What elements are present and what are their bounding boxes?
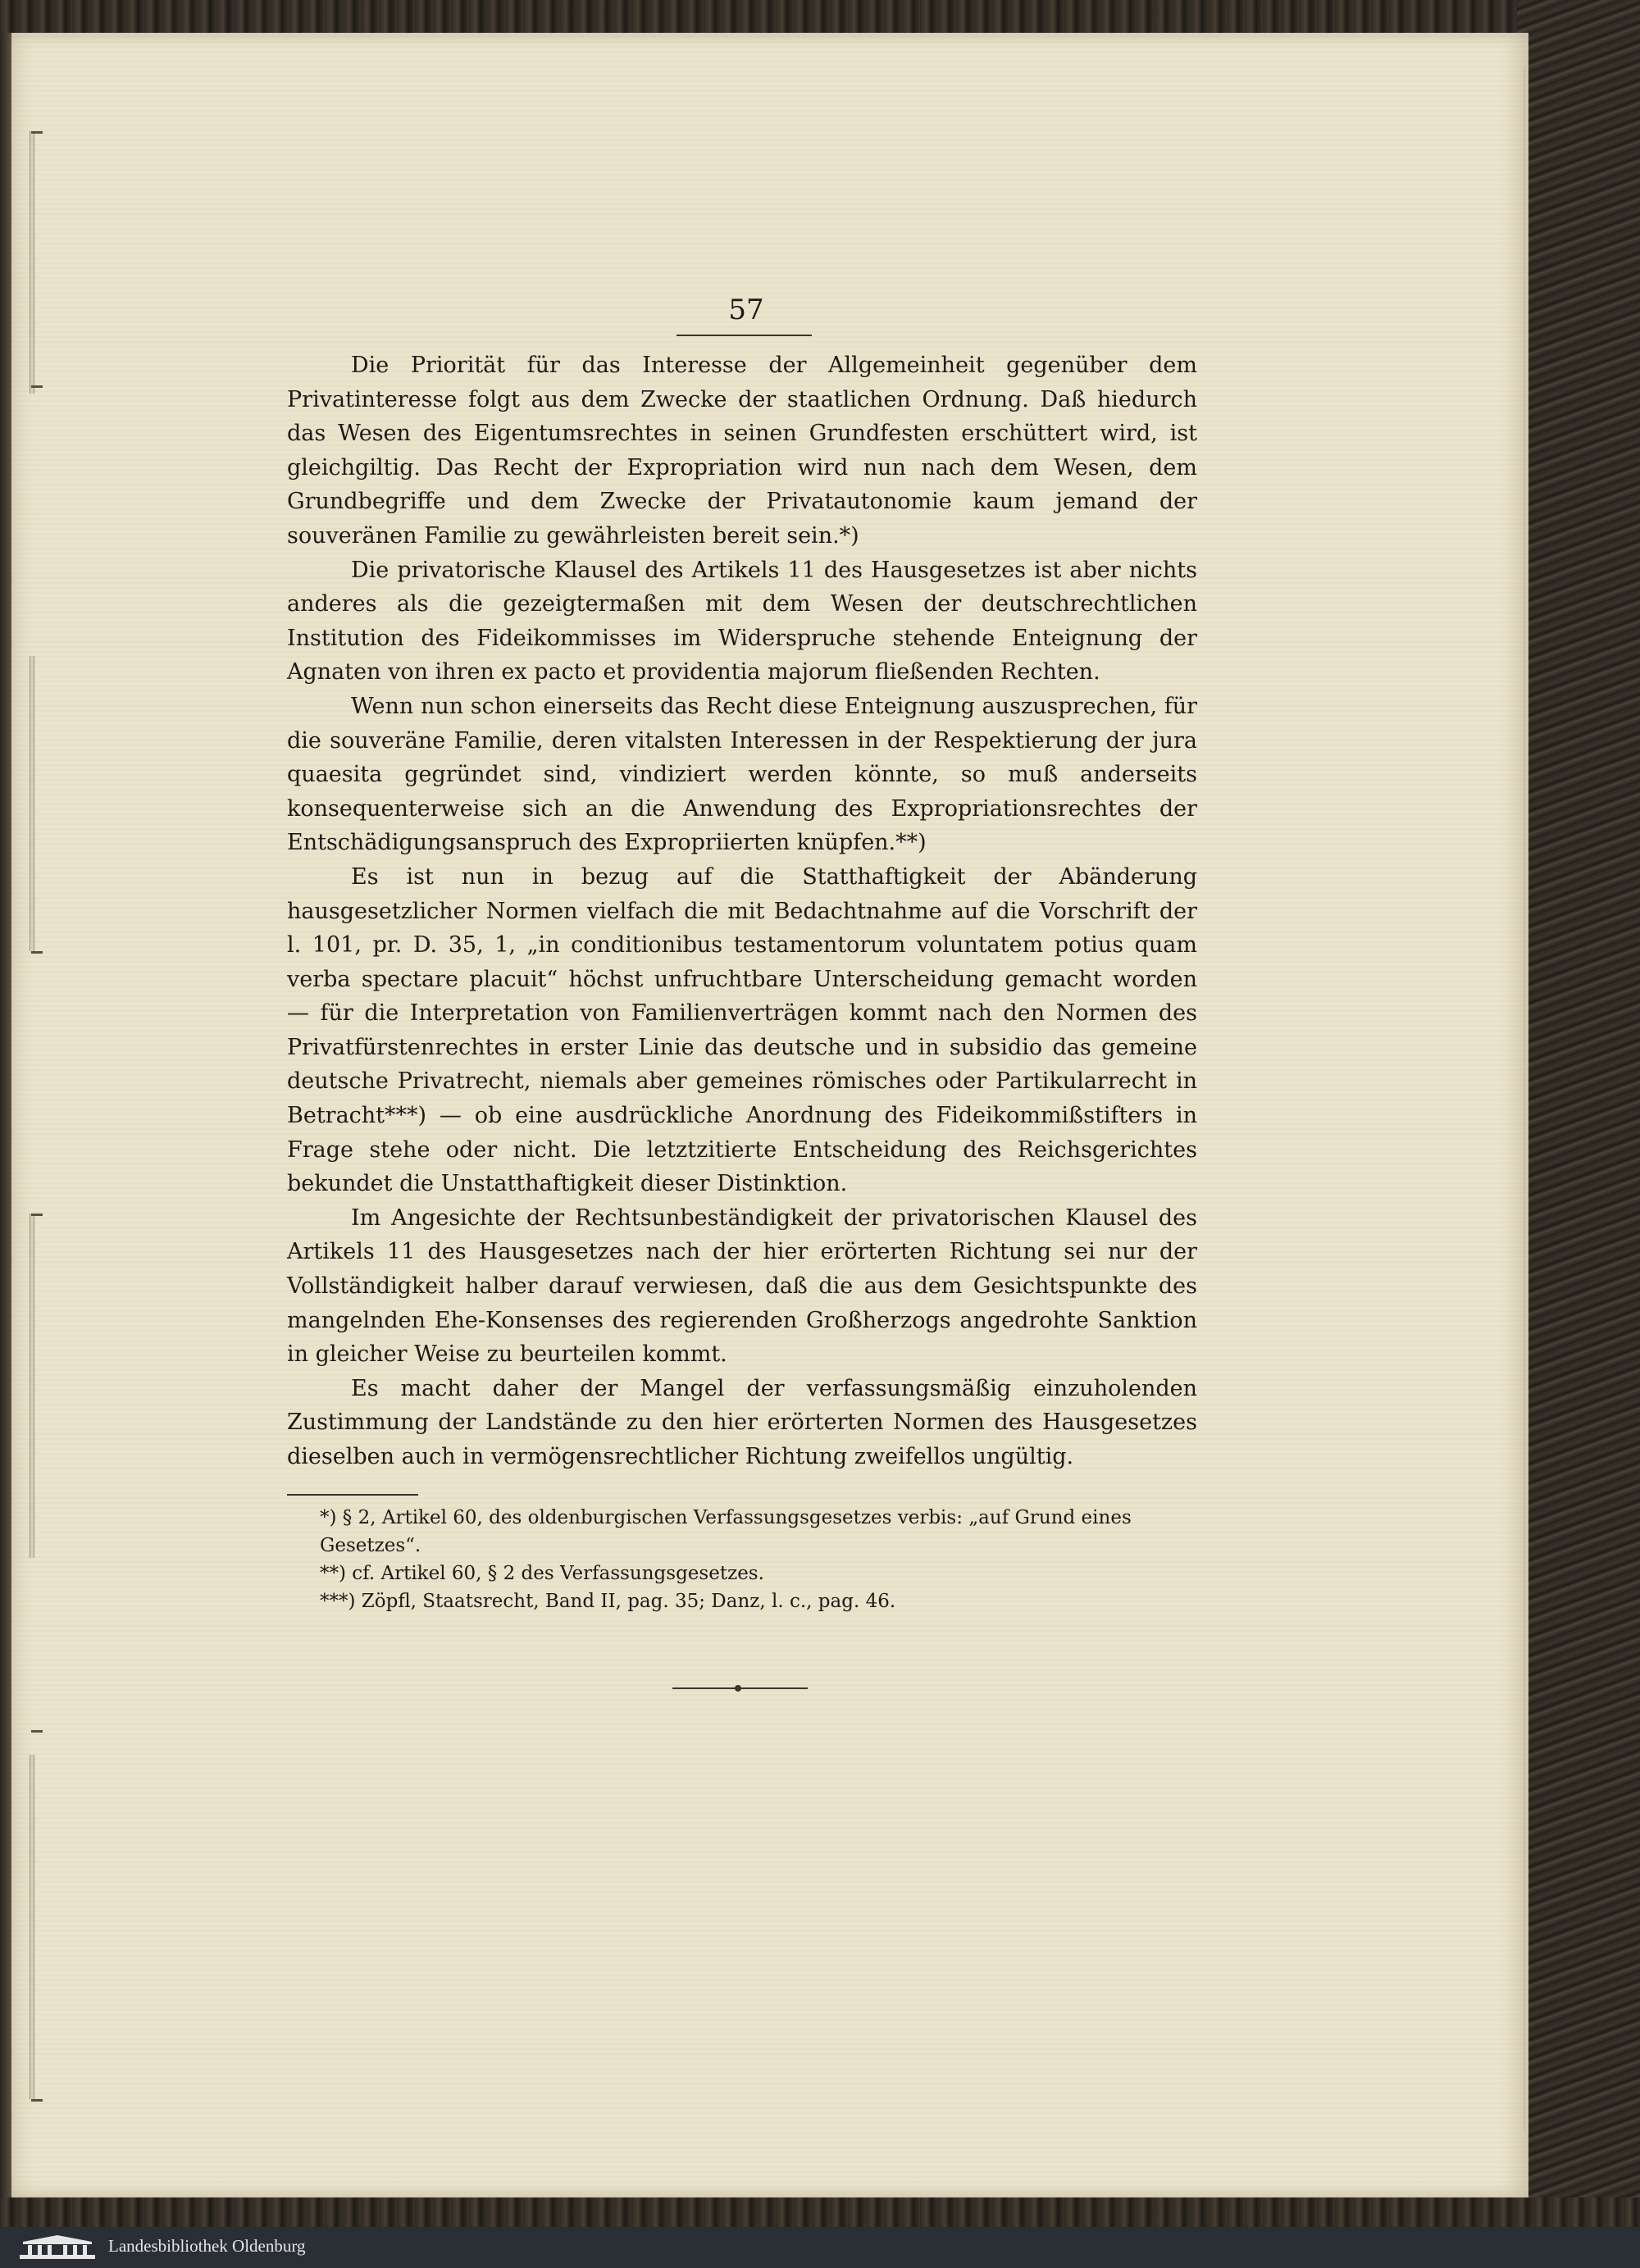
binding-tick (31, 1730, 43, 1733)
book-cover-right (1517, 0, 1640, 2268)
binding-tick (31, 131, 43, 134)
binding-edge (0, 33, 11, 2197)
paragraph: Die privatorische Klausel des Artikels 11 des Hausgesetzes ist aber nichts anderes als die gezeigtermaßen mit dem Wesen der deutschrechtlichen Institution des Fideikommisses im Widerspruche stehende Enteignung der Agnaten von ihren ex pacto et providentia majorum fließenden Rechten. (287, 557, 1197, 685)
paragraph: Die Priorität für das Interesse der Allgemeinheit gegenüber dem Privatinteresse folgt aus dem Zwecke der staatlichen Ordnung. Daß hiedurch das Wesen des Eigentumsrechtes in seinen Grundfesten erschüttert wird, ist gleichgiltig. Das Recht der Expropriation wird nun nach dem Wesen, dem Grundbegriffe und dem Zwecke der Privatautonomie kaum jemand der souveränen Familie zu gewährleisten bereit sein.*) (287, 353, 1197, 549)
footnote: ***) Zöpfl, Staatsrecht, Band II, pag. 35; Danz, l. c., pag. 46. (320, 1591, 896, 1612)
binding-stitch (30, 131, 34, 394)
page-edge (1524, 66, 1525, 2132)
binding-stitch (30, 1214, 34, 1558)
paragraph: Es ist nun in bezug auf die Statthaftigkeit der Abänderung hausgesetzlicher Normen vielfach die mit Bedachtnahme auf die Vorschrift der l. 101, pr. D. 35, 1, „in conditionibus testamentorum voluntatem potius quam verba spectare placuit“ höchst unfruchtbare Unterscheidung gemacht worden — für die Interpretation von Familienverträgen kommt nach den Normen des Privatfürstenrechtes in erster Linie das deutsche und in subsidio das gemeine deutsche Privatrecht, niemals aber gemeines römisches oder Partikularrecht in Betracht***) — ob eine ausdrückliche Anordnung des Fideikommißstifters in Frage stehe oder nicht. Die letztzitierte Entscheidung des Reichsgerichtes bekundet die Unstatthaftigkeit dieser Distinktion. (287, 863, 1197, 1197)
book-cover-bottom (0, 2197, 1640, 2227)
footer-bar (0, 2227, 1640, 2268)
book-cover-top (0, 0, 1640, 33)
binding-tick (31, 2099, 43, 2102)
footnote: **) cf. Artikel 60, § 2 des Verfassungsgesetzes. (320, 1563, 764, 1584)
library-building-icon (16, 2234, 98, 2261)
binding-tick (31, 1214, 43, 1216)
body-text (287, 348, 1197, 1474)
binding-stitch (30, 1755, 34, 2099)
end-ornament-dot (735, 1685, 741, 1692)
paragraph: Es macht daher der Mangel der verfassungsmäßig einzuholenden Zustimmung der Landstände zu den hier erörterten Normen des Hausgesetzes dieselben auch in vermögensrechtlicher Richtung zweifellos ungültig. (287, 1375, 1197, 1469)
footer-label: Landesbibliothek Oldenburg (108, 2236, 306, 2256)
footnotes (320, 1504, 1205, 1615)
paragraph: Im Angesichte der Rechtsunbeständigkeit der privatorischen Klausel des Artikels 11 des Hausgesetzes nach der hier erörterten Richtung sei nur der Vollständigkeit halber darauf verwiesen, daß die aus dem Gesichtspunkte des mangelnden Ehe-Konsenses des regierenden Großherzogs angedrohte Sanktion in gleicher Weise zu beurteilen kommt. (287, 1205, 1197, 1368)
footnote-rule (287, 1494, 418, 1496)
binding-tick (31, 951, 43, 954)
page-number-rule (676, 335, 812, 336)
binding-stitch (30, 656, 34, 951)
binding-tick (31, 385, 43, 388)
page-number: 57 (728, 294, 764, 326)
footnote: *) § 2, Artikel 60, des oldenburgischen Verfassungsgesetzes verbis: „auf Grund eines Gesetzes“. (320, 1507, 1132, 1556)
paragraph: Wenn nun schon einerseits das Recht diese Enteignung auszusprechen, für die souveräne Familie, deren vitalsten Interessen in der Respektierung der jura quaesita gegründet sind, vindiziert werden könnte, so muß anderseits konsequenterweise sich an die Anwendung des Expropriationsrechtes der Entschädigungsanspruch des Expropriierten knüpfen.**) (287, 693, 1197, 856)
